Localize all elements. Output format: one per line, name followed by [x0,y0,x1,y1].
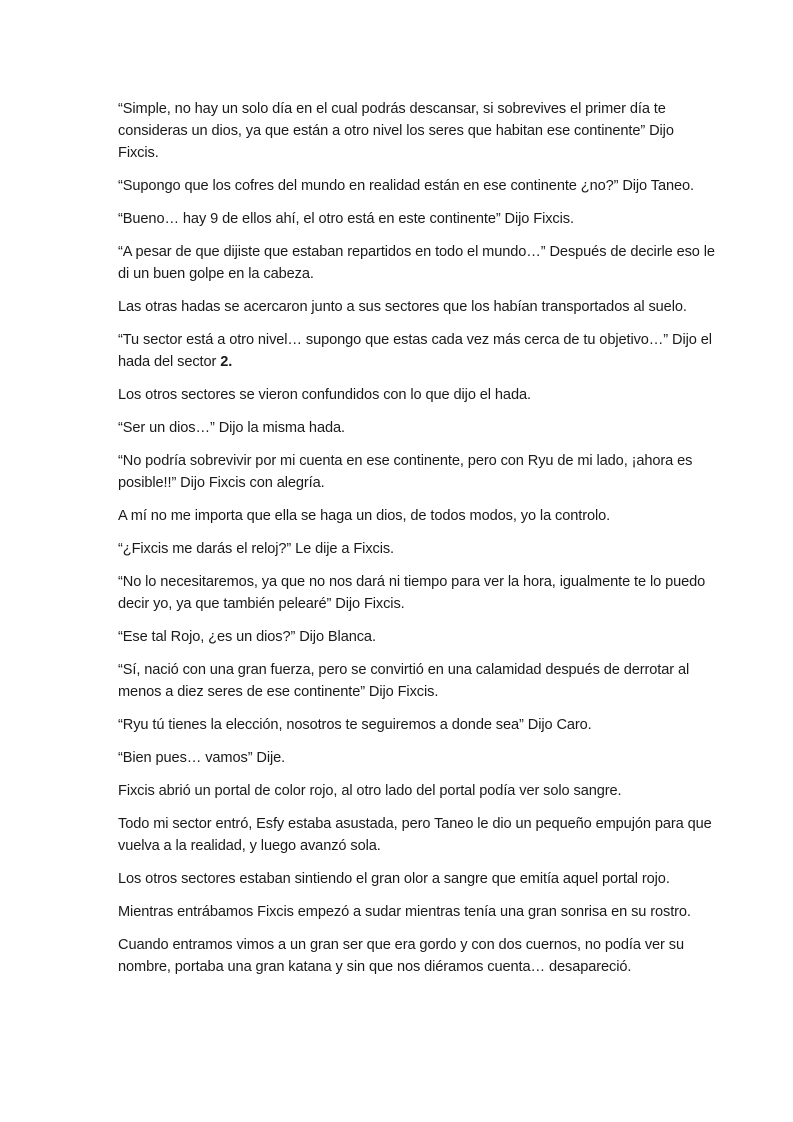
paragraph-4: “A pesar de que dijiste que estaban repartidos en todo el mundo…” Después de decirle eso le di un buen golpe en la cabeza. [118,244,715,282]
paragraph-11: “¿Fixcis me darás el reloj?” Le dije a Fixcis. [118,541,395,557]
paragraph-14: “Sí, nació con una gran fuerza, pero se convirtió en una calamidad después de derrotar al menos a diez seres de ese continente” Dijo Fixcis. [118,662,690,700]
paragraph-8: “Ser un dios…” Dijo la misma hada. [118,420,345,436]
paragraph-6-text: “Tu sector está a otro nivel… supongo que estas cada vez más cerca de tu objetivo…” Dijo el hada del sector [118,332,712,370]
paragraph-10: A mí no me importa que ella se haga un dios, de todos modos, yo la controlo. [118,508,611,524]
paragraph-3: “Bueno… hay 9 de ellos ahí, el otro está en este continente” Dijo Fixcis. [118,211,574,227]
sector-number: 2. [220,354,233,370]
document-page [118,98,718,989]
paragraph-18: Todo mi sector entró, Esfy estaba asustada, pero Taneo le dio un pequeño empujón para que vuelva a la realidad, y luego avanzó sola. [118,816,712,854]
paragraph-9: “No podría sobrevivir por mi cuenta en ese continente, pero con Ryu de mi lado, ¡ahora es posible!!” Dijo Fixcis con alegría. [118,453,693,491]
paragraph-1: “Simple, no hay un solo día en el cual podrás descansar, si sobrevives el primer día te consideras un dios, ya que están a otro nivel los seres que habitan ese continente” Dijo Fixcis. [118,101,674,161]
paragraph-6 [118,329,718,373]
paragraph-15: “Ryu tú tienes la elección, nosotros te seguiremos a donde sea” Dijo Caro. [118,717,592,733]
paragraph-16: “Bien pues… vamos” Dije. [118,750,286,766]
paragraph-20: Mientras entrábamos Fixcis empezó a sudar mientras tenía una gran sonrisa en su rostro. [118,904,691,920]
paragraph-7: Los otros sectores se vieron confundidos con lo que dijo el hada. [118,387,531,403]
paragraph-17: Fixcis abrió un portal de color rojo, al otro lado del portal podía ver solo sangre. [118,783,622,799]
paragraph-21: Cuando entramos vimos a un gran ser que era gordo y con dos cuernos, no podía ver su nombre, portaba una gran katana y sin que nos diéramos cuenta… desapareció. [118,937,684,975]
paragraph-5: Las otras hadas se acercaron junto a sus sectores que los habían transportados al suelo. [118,299,687,315]
paragraph-2: “Supongo que los cofres del mundo en realidad están en ese continente ¿no?” Dijo Taneo. [118,178,694,194]
paragraph-12: “No lo necesitaremos, ya que no nos dará ni tiempo para ver la hora, igualmente te lo puedo decir yo, ya que también pelearé” Dijo Fixcis. [118,574,706,612]
paragraph-19: Los otros sectores estaban sintiendo el gran olor a sangre que emitía aquel portal rojo. [118,871,670,887]
paragraph-13: “Ese tal Rojo, ¿es un dios?” Dijo Blanca. [118,629,376,645]
